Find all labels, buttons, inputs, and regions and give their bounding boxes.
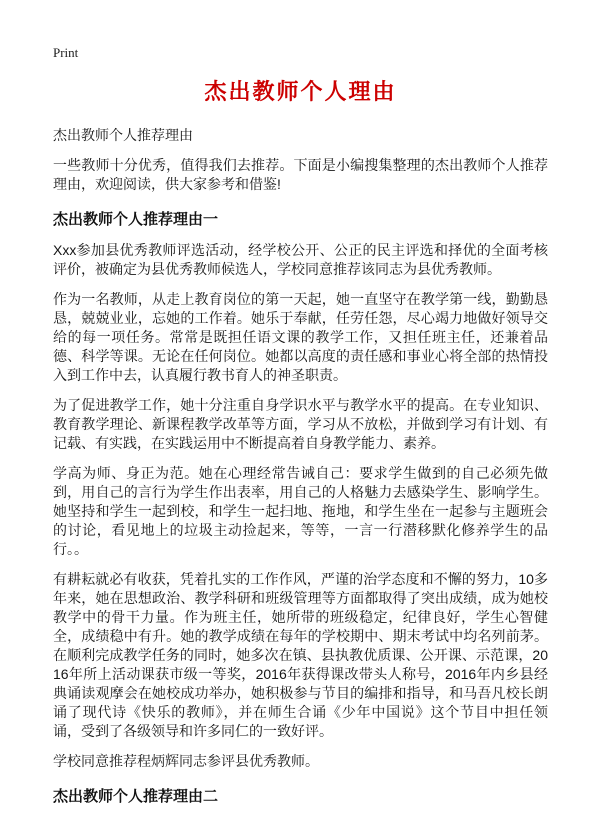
- section-heading-1: 杰出教师个人推荐理由一: [53, 211, 219, 228]
- intro-paragraph: 一些教师十分优秀，值得我们去推荐。下面是小编搜集整理的杰出教师个人推荐理由，欢迎阅读，供大家参考和借鉴!: [53, 157, 548, 192]
- document-subtitle: 杰出教师个人推荐理由: [53, 127, 193, 143]
- paragraph: 为了促进教学工作，她十分注重自身学识水平与教学水平的提高。在专业知识、教育教学理论、新课程教学改革等方面，学习从不放松，并做到学习有计划、有记载、有实践，在实践运用中不断提高着自身教学能力、素养。: [53, 397, 548, 451]
- paragraph: Xxx参加县优秀教师评选活动，经学校公开、公正的民主评选和择优的全面考核评价，被确定为县优秀教师候选人，学校同意推荐该同志为县优秀教师。: [53, 242, 548, 277]
- section-heading-2: 杰出教师个人推荐理由二: [53, 788, 219, 805]
- paragraph: 作为一名教师，从走上教育岗位的第一天起，她一直坚守在教学第一线，勤勤恳恳，兢兢业业，忘她的工作着。她乐于奉献，任劳任怨，尽心竭力地做好领导交给的每一项任务。常常是既担任语文课的教学工作，又担任班主任，还兼着品德、科学等课。无论在任何岗位。她都以高度的责任感和事业心将全部的热情投入到工作中去，认真履行教书育人的神圣职责。: [53, 291, 548, 383]
- paragraph: 学高为师、身正为范。她在心理经常告诫自己：要求学生做到的自己必须先做到，用自己的言行为学生作出表率，用自己的人格魅力去感染学生、影响学生。她坚持和学生一起到校，和学生一起扫地、拖地，和学生坐在一起参与主题班会的讨论，看见地上的垃圾主动捡起来，等等，一言一行潜移默化修养学生的品行。。: [53, 465, 548, 557]
- page-title: 杰出教师个人理由: [204, 79, 397, 104]
- print-link[interactable]: Print: [53, 45, 79, 60]
- paragraph: 有耕耘就必有收获，凭着扎实的工作作风，严谨的治学态度和不懈的努力，10多年来，她在思想政治、教学科研和班级管理等方面都取得了突出成绩，成为她校教学中的骨干力量。作为班主任，她所带的班级稳定，纪律良好，学生心智健全，成绩稳中有升。她的教学成绩在每年的学校期中、期末考试中均名列前茅。在顺利完成教学任务的同时，她多次在镇、县执教优质课、公开课、示范课，2016年所上活动课获市级一等奖，2016年获得课改带头人称号，2016年内乡县经典诵读观摩会在她校成功举办，她积极参与节目的编排和指导，和马吾凡校长朗诵了现代诗《快乐的教师》，并在师生合诵《少年中国说》这个节目中担任领诵，受到了各级领导和许多同仁的一致好评。: [53, 571, 548, 739]
- paragraph: 学校同意推荐程炳辉同志参评县优秀教师。: [53, 753, 319, 769]
